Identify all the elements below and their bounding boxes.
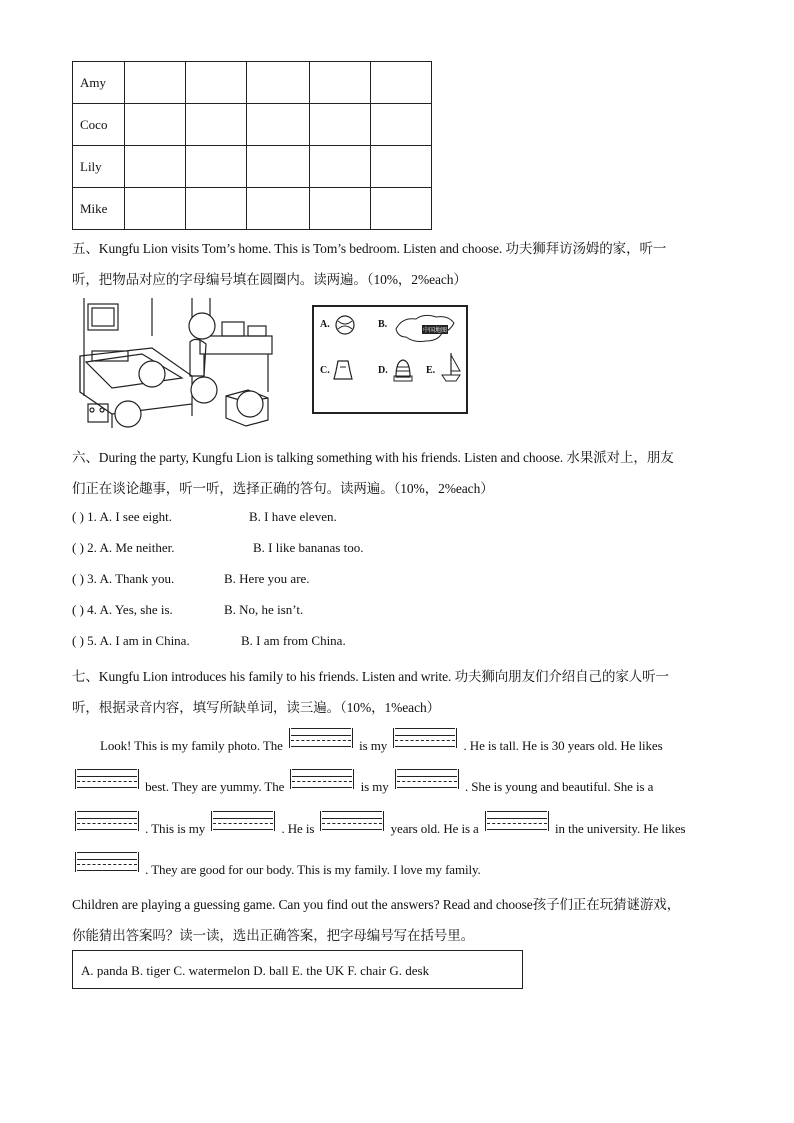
table-cell[interactable] xyxy=(125,62,186,104)
passage-text: best. They are yummy. The xyxy=(145,779,285,794)
table-row xyxy=(73,104,432,146)
section7-instruction-2: 听，根据录音内容，填写所缺单词，读三遍。（10%，1%each） xyxy=(72,700,441,715)
table-row xyxy=(73,146,432,188)
item-label-d: D. xyxy=(378,365,388,376)
answer-blank[interactable] xyxy=(395,769,459,795)
table-cell[interactable] xyxy=(371,146,432,188)
table-cell[interactable] xyxy=(125,188,186,230)
table-cell[interactable] xyxy=(247,104,310,146)
question-2-a: ( ) 2. A. Me neither. xyxy=(72,540,175,555)
passage-text: . He is xyxy=(281,821,315,836)
passage-text: is my xyxy=(360,779,389,794)
question-4-b: B. No, he isn’t. xyxy=(224,602,304,617)
passage-text: years old. He is a xyxy=(390,821,479,836)
ball-icon xyxy=(334,313,356,337)
bedroom-illustration xyxy=(72,296,292,430)
boat-icon xyxy=(440,351,462,383)
passage-text: in the university. He likes xyxy=(555,821,686,836)
answer-blank[interactable] xyxy=(290,769,354,795)
china-map-label: 中国地图 xyxy=(422,325,448,334)
passage-text: Look! This is my family photo. The xyxy=(100,738,283,753)
section5-instruction-2: 听，把物品对应的字母编号填在圆圈内。读两遍。（10%，2%each） xyxy=(72,272,467,287)
question-1-a: ( ) 1. A. I see eight. xyxy=(72,509,173,524)
question-1-b: B. I have eleven. xyxy=(249,509,337,524)
answer-choices-box xyxy=(72,950,523,989)
question-5-b: B. I am from China. xyxy=(241,633,346,648)
section7-instruction-1: 七、Kungfu Lion introduces his family to his friends. Listen and write. 功夫狮向朋友们介绍自己的家人听一 xyxy=(72,669,669,684)
row-name: Coco xyxy=(73,104,125,146)
table-cell[interactable] xyxy=(371,104,432,146)
row-name: Lily xyxy=(73,146,125,188)
table-cell[interactable] xyxy=(186,104,247,146)
item-label-b: B. xyxy=(378,319,388,330)
table-cell[interactable] xyxy=(310,188,371,230)
passage-text: . She is young and beautiful. She is a xyxy=(464,779,654,794)
answer-blank[interactable] xyxy=(75,769,139,795)
item-label-e: E. xyxy=(426,365,436,376)
table-cell[interactable] xyxy=(125,104,186,146)
row-name: Mike xyxy=(73,188,125,230)
items-choice-box xyxy=(312,305,468,414)
item-label-a: A. xyxy=(320,319,330,330)
table-cell[interactable] xyxy=(186,62,247,104)
item-label-c: C. xyxy=(320,365,330,376)
table-cell[interactable] xyxy=(310,104,371,146)
table-row xyxy=(73,188,432,230)
passage-line-1 xyxy=(100,728,663,754)
answer-blank[interactable] xyxy=(75,811,139,837)
answer-blank[interactable] xyxy=(211,811,275,837)
section8-instruction-1: Children are playing a guessing game. Can you find out the answers? Read and choose孩子们正在玩猜谜游戏， xyxy=(72,897,681,912)
table-cell[interactable] xyxy=(247,62,310,104)
table-cell[interactable] xyxy=(247,188,310,230)
table-cell[interactable] xyxy=(186,188,247,230)
name-table xyxy=(72,61,432,230)
passage-line-3 xyxy=(72,811,685,837)
row-name: Amy xyxy=(73,62,125,104)
table-cell[interactable] xyxy=(310,146,371,188)
question-3-b: B. Here you are. xyxy=(224,571,310,586)
section8-instruction-2: 你能猜出答案吗？读一读，选出正确答案，把字母编号写在括号里。 xyxy=(72,928,474,943)
hat-icon xyxy=(392,357,414,383)
question-2-b: B. I like bananas too. xyxy=(253,540,364,555)
section6-instruction-2: 们正在谈论趣事，听一听，选择正确的答句。读两遍。（10%，2%each） xyxy=(72,481,494,496)
table-cell[interactable] xyxy=(125,146,186,188)
question-5-a: ( ) 5. A. I am in China. xyxy=(72,633,190,648)
section6-instruction-1: 六、During the party, Kungfu Lion is talking something with his friends. Listen and choose. 水果派对上，朋友 xyxy=(72,450,674,465)
answer-blank[interactable] xyxy=(289,728,353,754)
passage-text: is my xyxy=(359,738,388,753)
answer-choices: A. panda B. tiger C. watermelon D. ball E. the UK F. chair G. desk xyxy=(81,963,430,978)
passage-text: . They are good for our body. This is my family. I love my family. xyxy=(145,862,481,877)
question-3-a: ( ) 3. A. Thank you. xyxy=(72,571,175,586)
answer-blank[interactable] xyxy=(393,728,457,754)
table-cell[interactable] xyxy=(247,146,310,188)
table-cell[interactable] xyxy=(186,146,247,188)
passage-line-2 xyxy=(72,769,653,795)
table-cell[interactable] xyxy=(371,62,432,104)
passage-text: . He is tall. He is 30 years old. He likes xyxy=(463,738,663,753)
passage-line-4 xyxy=(72,852,481,878)
answer-blank[interactable] xyxy=(485,811,549,837)
answer-blank[interactable] xyxy=(75,852,139,878)
robot-icon xyxy=(332,357,354,383)
table-cell[interactable] xyxy=(310,62,371,104)
passage-text: . This is my xyxy=(145,821,206,836)
table-row xyxy=(73,62,432,104)
section5-instruction-1: 五、Kungfu Lion visits Tom’s home. This is Tom’s bedroom. Listen and choose. 功夫狮拜访汤姆的家，听一 xyxy=(72,241,667,256)
answer-blank[interactable] xyxy=(320,811,384,837)
table-cell[interactable] xyxy=(371,188,432,230)
question-4-a: ( ) 4. A. Yes, she is. xyxy=(72,602,173,617)
